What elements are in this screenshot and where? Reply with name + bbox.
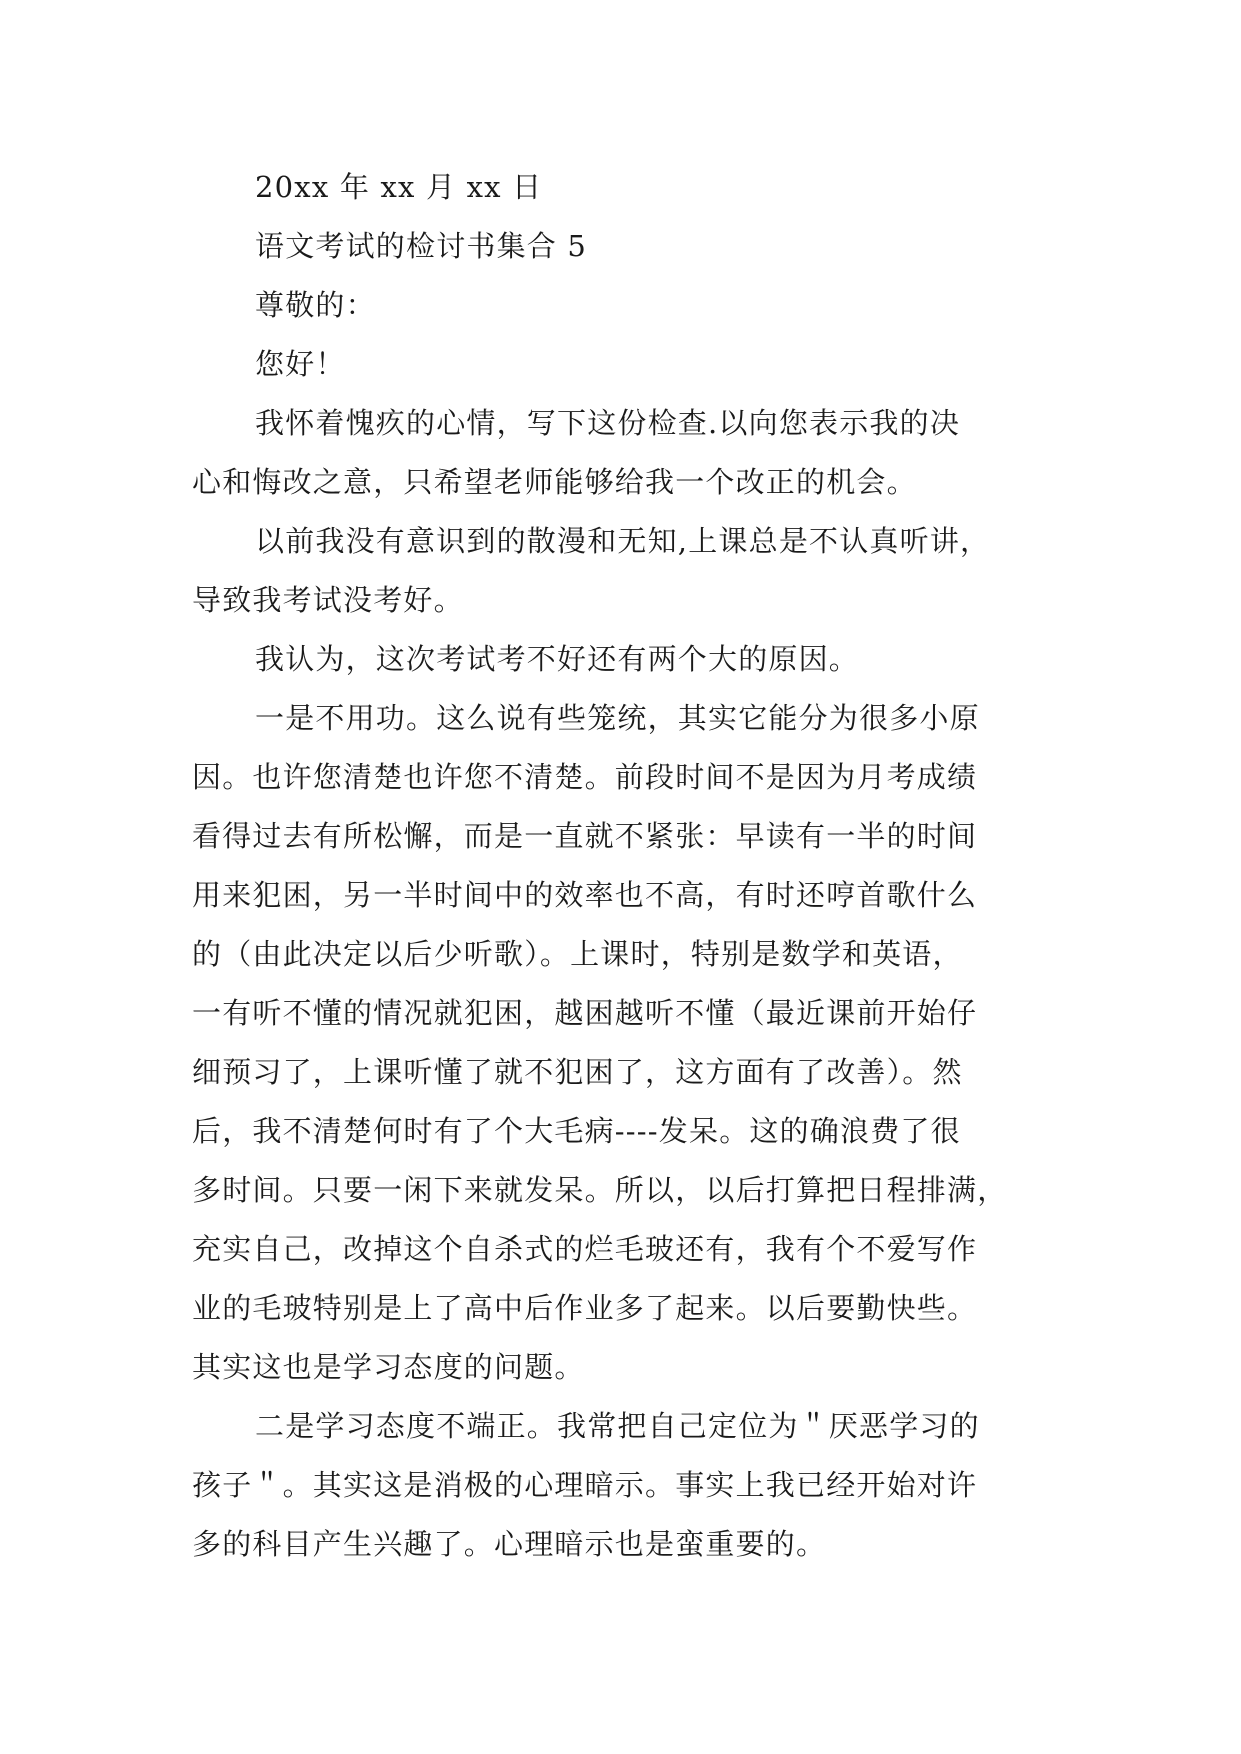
paragraph-3: [192, 630, 1062, 689]
paragraph-line: 我认为，这次考试考不好还有两个大的原因。: [255, 642, 860, 676]
paragraph-1: [192, 394, 1062, 512]
paragraph-5: [192, 1397, 1062, 1574]
paragraph-line: 充实自己，改掉这个自杀式的烂毛玻还有，我有个不爱写作: [192, 1232, 978, 1266]
paragraph-line: 多时间。只要一闲下来就发呆。所以，以后打算把日程排满，: [192, 1173, 1008, 1207]
paragraph-line: 心和悔改之意，只希望老师能够给我一个改正的机会。: [192, 465, 917, 499]
paragraph-line: 孩子＂。其实这是消极的心理暗示。事实上我已经开始对许: [192, 1468, 978, 1502]
document-heading: 语文考试的检讨书集合 5: [255, 229, 588, 263]
paragraph-line: 以前我没有意识到的散漫和无知,上课总是不认真听讲，: [255, 524, 991, 558]
greeting: 您好！: [255, 347, 346, 381]
paragraph-line: 用来犯困，另一半时间中的效率也不高，有时还哼首歌什么: [192, 878, 978, 912]
document-body: [192, 158, 1062, 1574]
paragraph-line: 业的毛玻特别是上了高中后作业多了起来。以后要勤快些。: [192, 1291, 978, 1325]
paragraph-4: [192, 689, 1062, 1397]
paragraph-line: 后，我不清楚何时有了个大毛病----发呆。这的确浪费了很: [192, 1114, 961, 1148]
paragraph-line: 其实这也是学习态度的问题。: [192, 1350, 585, 1384]
paragraph-line: 因。也许您清楚也许您不清楚。前段时间不是因为月考成绩: [192, 760, 978, 794]
date-line: 20xx 年 xx 月 xx 日: [255, 170, 543, 204]
paragraph-line: 一是不用功。这么说有些笼统，其实它能分为很多小原: [255, 701, 980, 735]
paragraph-line: 多的科目产生兴趣了。心理暗示也是蛮重要的。: [192, 1527, 827, 1561]
paragraph-line: 一有听不懂的情况就犯困，越困越听不懂（最近课前开始仔: [192, 996, 978, 1030]
paragraph-line: 看得过去有所松懈，而是一直就不紧张：早读有一半的时间: [192, 819, 978, 853]
paragraph-2: [192, 512, 1062, 630]
paragraph-line: 细预习了，上课听懂了就不犯困了，这方面有了改善）。然: [192, 1055, 963, 1089]
salutation: 尊敬的：: [255, 288, 376, 322]
paragraph-line: 我怀着愧疚的心情，写下这份检查.以向您表示我的决: [255, 406, 961, 440]
paragraph-line: 二是学习态度不端正。我常把自己定位为＂厌恶学习的: [255, 1409, 980, 1443]
paragraph-line: 导致我考试没考好。: [192, 583, 464, 617]
paragraph-line: 的（由此决定以后少听歌）。上课时，特别是数学和英语，: [192, 937, 963, 971]
